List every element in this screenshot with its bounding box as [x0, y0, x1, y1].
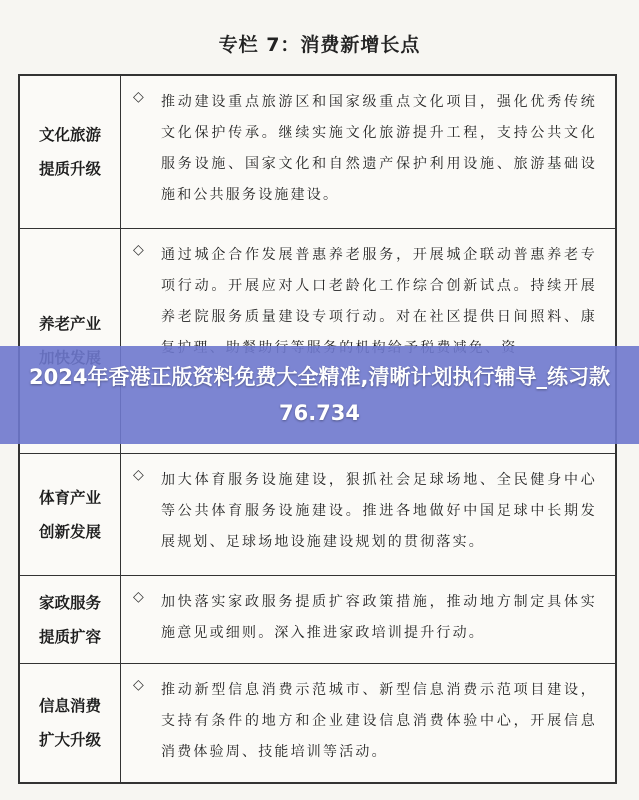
diamond-bullet-icon: ◇: [133, 677, 144, 693]
banner-text: 2024年香港正版资料免费大全精准,清晰计划执行辅导_练习款76.734: [29, 365, 610, 425]
row-label: 体育产业 创新发展: [20, 454, 121, 575]
row-label: 养老产业: [20, 229, 121, 453]
table-row: [20, 76, 615, 229]
row-text: 推动建设重点旅游区和国家级重点文化项目，强化优秀传统文化保护传承。继续实施文化旅游提升工程，支持公共文化服务设施、国家文化和自然遗产保护利用设施、旅游基础设施和公共服务设施建设。: [161, 94, 597, 203]
row-text: 推动新型信息消费示范城市、新型信息消费示范项目建设，支持有条件的地方和企业建设信息消费体验中心，开展信息消费体验周、技能培训等活动。: [161, 682, 597, 760]
row-content: [121, 664, 615, 782]
row-text: 加大体育服务设施建设，狠抓社会足球场地、全民健身中心等公共体育服务设施建设。推进各地做好中国足球中长期发展规划、足球场地设施建设规划的贯彻落实。: [161, 472, 597, 550]
diamond-bullet-icon: ◇: [133, 467, 144, 483]
diamond-bullet-icon: ◇: [133, 589, 144, 605]
row-label: 文化旅游 提质升级: [20, 76, 121, 228]
table-row: [20, 454, 615, 576]
row-content: [121, 576, 615, 663]
column-title: 专栏 7：消费新增长点: [218, 34, 421, 56]
table-row: [20, 576, 615, 664]
row-label: 信息消费 扩大升级: [20, 664, 121, 782]
row-text: 加快落实家政服务提质扩容政策措施，推动地方制定具体实施意见或细则。深入推进家政培训提升行动。: [161, 594, 597, 641]
row-content: [121, 454, 615, 575]
table-row: [20, 664, 615, 782]
row-content: [121, 76, 615, 228]
diamond-bullet-icon: ◇: [133, 89, 144, 105]
diamond-bullet-icon: ◇: [133, 242, 144, 258]
row-label: 家政服务 提质扩容: [20, 576, 121, 663]
row-text: 通过城企合作发展普惠养老服务，开展城企联动普惠养老专项行动。开展应对人口老龄化工作综合创新试点。持续开展养老院服务质量建设专项行动。对在社区提供日间照料、康: [161, 247, 597, 325]
overlay-banner: [0, 346, 639, 444]
